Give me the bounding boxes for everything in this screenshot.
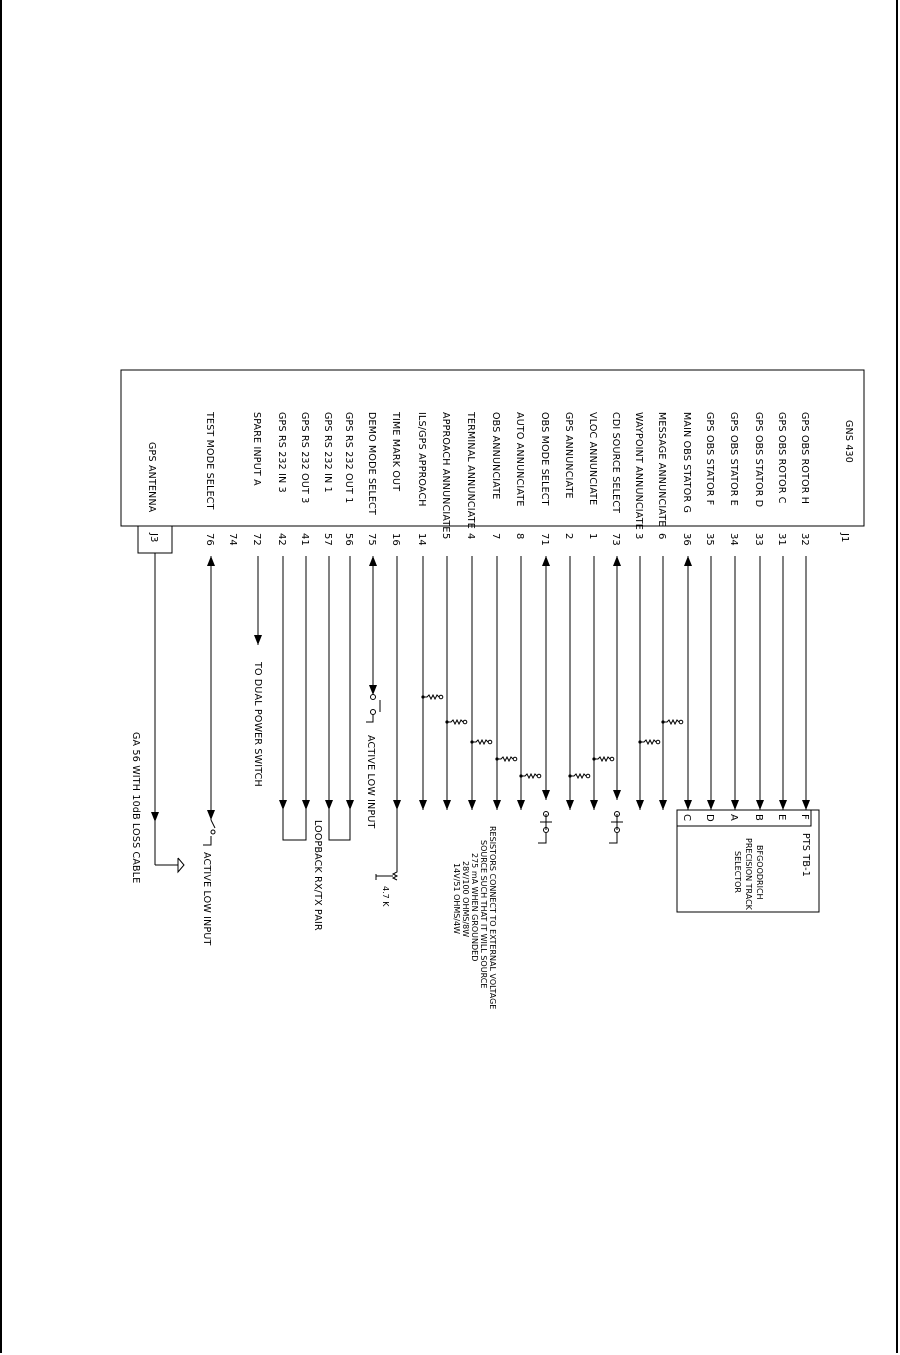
wire-arrow-in	[684, 556, 692, 566]
connector-j1-label: J1	[839, 533, 850, 543]
wire-arrow-out	[493, 800, 501, 810]
j3-label: J3	[148, 533, 159, 543]
resistor-note-line: RESISTORS CONNECT TO EXTERNAL VOLTAGE	[488, 826, 497, 1010]
signal-label: GPS RS 232 IN 1	[322, 412, 333, 493]
signal-label: GPS OBS ROTOR C	[776, 412, 787, 504]
signal-label: GPS OBS STATOR E	[728, 412, 739, 506]
resistor-terminal	[537, 774, 541, 778]
signal-label: GPS OBS STATOR D	[753, 412, 764, 508]
wire-arrow-out	[779, 800, 787, 810]
wire-arrow-out	[590, 800, 598, 810]
ground-switch	[538, 812, 552, 844]
wire-arrow-in	[542, 556, 550, 566]
signal-row	[799, 412, 810, 810]
test-mode-switch	[203, 820, 215, 845]
signal-row	[322, 412, 333, 810]
dual-power-note: TO DUAL POWER SWITCH	[252, 662, 263, 787]
signal-label: GPS RS 232 OUT 3	[299, 412, 310, 504]
signal-label: MAIN OBS STATOR G	[681, 412, 692, 514]
resistor-terminal	[586, 774, 590, 778]
wire-arrow-out	[393, 800, 401, 810]
pullup-resistor	[640, 740, 656, 744]
resistor-value: 4.7 K	[381, 886, 390, 907]
signal-row	[656, 412, 683, 810]
signal-row	[465, 411, 492, 810]
signal-row	[204, 411, 215, 820]
antenna-cable-label: GA 56 WITH 10dB LOSS CABLE	[130, 732, 141, 884]
signal-label: OBS ANNUNCIATE	[490, 412, 501, 500]
resistor-terminal	[610, 757, 614, 761]
pin-number: 34	[728, 533, 739, 546]
wire-arrow-in	[369, 556, 377, 566]
signal-label: TEST MODE SELECT	[204, 412, 215, 510]
pullup-resistor	[423, 695, 439, 699]
selector-name-line2: PRECISION TRACK	[744, 838, 753, 910]
wire-arrow-out	[613, 790, 621, 800]
wire-arrow-out	[517, 800, 525, 810]
pullup-resistor	[521, 774, 537, 778]
signal-label: VLOC ANNUNCIATE	[587, 412, 598, 506]
wire-arrow-in	[207, 556, 215, 566]
pts-pin-strip	[677, 810, 811, 826]
pin-number: 32	[799, 533, 810, 546]
resistor-note-line: 28V/100 OHMS/8W	[461, 861, 470, 938]
resistor-note-line: SOURCE SUCH THAT IT WILL SOURCE	[479, 840, 488, 989]
selector-pin-label: B	[753, 814, 764, 821]
selector-pin-label: D	[704, 814, 715, 822]
wire-arrow-out	[346, 800, 354, 810]
demo-mode-switch	[366, 695, 380, 723]
pin-number: 33	[753, 533, 764, 546]
wire-arrow-out	[419, 800, 427, 810]
signal-label: GPS OBS ROTOR H	[799, 412, 810, 505]
wire-arrow-out	[756, 800, 764, 810]
signal-row	[276, 412, 287, 810]
signal-row	[366, 412, 377, 695]
signal-label: ILS/GPS APPROACH	[416, 412, 427, 507]
resistor-terminal	[656, 740, 660, 744]
pin-number: 16	[390, 533, 401, 546]
resistor-note-line: 14V/51 OHMS/4W	[452, 863, 461, 935]
signal-row	[681, 412, 692, 810]
pin-number: 35	[704, 533, 715, 546]
pin-number: 6	[656, 533, 667, 540]
pullup-resistor	[663, 720, 679, 724]
wire-arrow-out	[443, 800, 451, 810]
signal-row	[299, 412, 310, 810]
pin-number: 5	[440, 533, 451, 540]
pin-number: 31	[776, 533, 787, 546]
wire-arrow-out	[542, 790, 550, 800]
pin-number: 41	[299, 533, 310, 546]
wire-arrow-in	[613, 556, 621, 566]
signal-row	[390, 411, 401, 810]
wire-arrow-out	[802, 800, 810, 810]
pin-number: 74	[227, 533, 238, 546]
signal-label: GPS ANNUNCIATE	[563, 412, 574, 499]
wire-arrow-out	[325, 800, 333, 810]
pullup-resistor	[447, 720, 463, 724]
pin-number: 56	[343, 533, 354, 546]
wire-arrow-out	[254, 635, 262, 645]
signal-label: SPARE INPUT A	[251, 412, 262, 486]
unit-title: GNS 430	[843, 420, 854, 464]
signal-row	[416, 412, 443, 810]
signal-label: OBS MODE SELECT	[539, 412, 550, 506]
signal-row	[587, 412, 614, 810]
antenna-arrow	[151, 812, 159, 822]
pin-number: 75	[366, 533, 377, 546]
wire-arrow-out	[279, 800, 287, 810]
signal-label: TERMINAL ANNUNCIATE	[465, 412, 476, 529]
resistor-terminal	[679, 720, 683, 724]
signal-row	[633, 412, 660, 810]
signal-row	[440, 412, 467, 810]
signal-row	[539, 412, 550, 800]
pullup-resistor	[570, 774, 586, 778]
selector-pin-label: F	[799, 814, 810, 820]
selector-name-line1: BFGOODRICH	[755, 845, 764, 900]
gps-antenna-label: GPS ANTENNA	[146, 442, 157, 513]
antenna-symbol	[178, 858, 184, 872]
selector-pin-label: E	[776, 814, 787, 821]
wire-arrow-out	[684, 800, 692, 810]
pin-number: 14	[416, 533, 427, 546]
signal-row	[776, 412, 787, 810]
signal-row	[728, 412, 739, 810]
wire-arrow-out	[566, 800, 574, 810]
wire-arrow-out	[369, 685, 377, 695]
resistor-terminal	[439, 695, 443, 699]
ground-switch	[609, 812, 623, 844]
selector-pin-label: A	[728, 814, 739, 821]
pin-number: 2	[563, 533, 574, 540]
signal-row	[343, 412, 354, 810]
resistor-terminal	[513, 757, 517, 761]
pin-number: 7	[490, 533, 501, 540]
active-low-note-1: ACTIVE LOW INPUT	[365, 735, 376, 829]
signal-label: GPS RS 232 IN 3	[276, 412, 287, 493]
signal-label: GPS OBS STATOR F	[704, 412, 715, 506]
wire-arrow-out	[659, 800, 667, 810]
pin-number: 71	[539, 533, 550, 546]
active-low-note-2: ACTIVE LOW INPUT	[201, 852, 212, 946]
pin-number: 4	[465, 533, 476, 540]
pullup-resistor	[497, 757, 513, 761]
pin-number: 57	[322, 533, 333, 546]
signal-row	[753, 412, 764, 810]
signal-row	[563, 412, 590, 810]
resistor-terminal	[463, 720, 467, 724]
time-mark-resistor	[376, 810, 397, 880]
wire-arrow-out	[636, 800, 644, 810]
wire-arrow-out	[731, 800, 739, 810]
pullup-resistor	[472, 740, 488, 744]
signal-label: AUTO ANNUNCIATE	[514, 412, 525, 507]
signal-label: WAYPOINT ANNUNCIATE	[633, 412, 644, 530]
selector-name-line3: SELECTOR	[733, 851, 742, 893]
wire-arrow-out	[302, 800, 310, 810]
resistor-note-line: 275 mA WHEN GROUNDED	[470, 853, 479, 962]
pin-number: 36	[681, 533, 692, 546]
signal-row	[251, 412, 262, 645]
pin-number: 42	[276, 533, 287, 546]
wire-arrow-out	[468, 800, 476, 810]
resistor-terminal	[488, 740, 492, 744]
signal-label: GPS RS 232 OUT 1	[343, 412, 354, 504]
signal-row	[490, 412, 517, 810]
signal-label: CDI SOURCE SELECT	[610, 412, 621, 514]
pin-number: 76	[204, 533, 215, 546]
pin-number: 3	[633, 533, 644, 540]
pin-number: 72	[251, 533, 262, 546]
pin-number: 1	[587, 533, 598, 540]
signal-label: DEMO MODE SELECT	[366, 412, 377, 515]
signal-label: APPROACH ANNUNCIATE	[440, 412, 451, 533]
signal-row	[704, 412, 715, 810]
signal-label: TIME MARK OUT	[390, 412, 401, 492]
resistor-note	[452, 826, 497, 1009]
pin-number: 73	[610, 533, 621, 546]
wire-arrow-out	[707, 800, 715, 810]
pullup-resistor	[594, 757, 610, 761]
pin-number: 8	[514, 533, 525, 540]
loopback-note: LOOPBACK RX/TX PAIR	[312, 820, 323, 931]
wire-arrow-out	[207, 810, 215, 820]
selector-pins	[681, 814, 810, 822]
selector-pin-label: C	[681, 814, 692, 821]
signal-row	[610, 412, 621, 800]
signal-row	[514, 412, 541, 810]
selector-connector-label: PTS TB-1	[800, 833, 811, 877]
signal-row	[227, 533, 238, 546]
signal-label: MESSAGE ANNUNCIATE	[656, 412, 667, 527]
